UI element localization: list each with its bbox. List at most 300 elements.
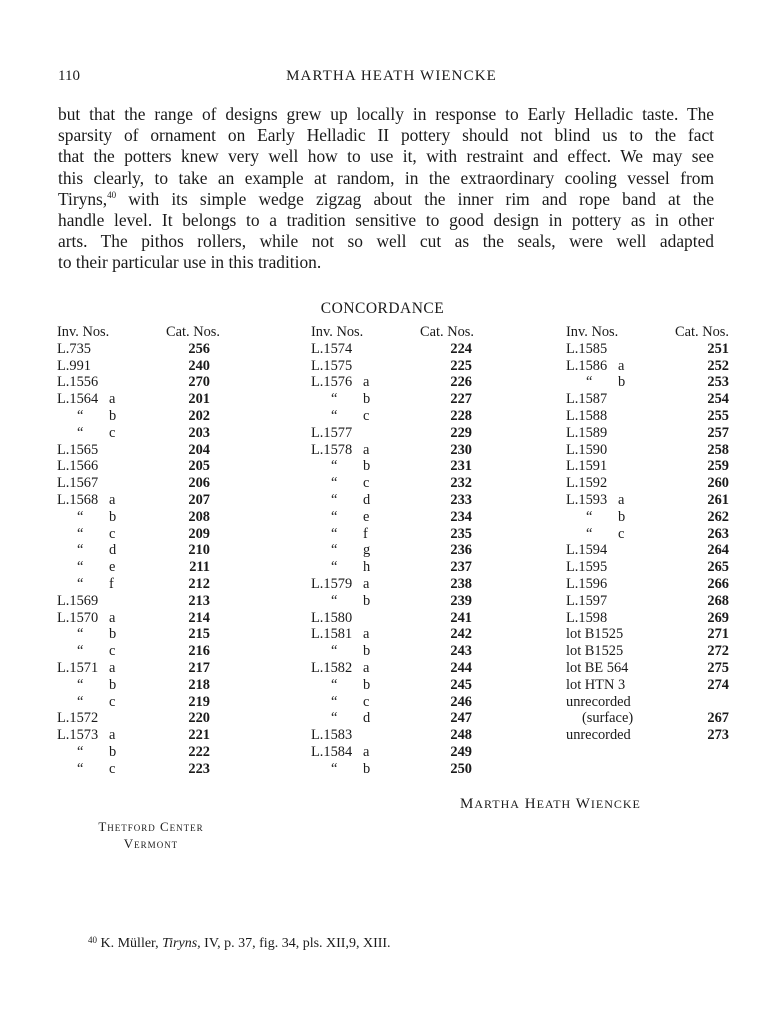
- concordance-row: [57, 358, 220, 375]
- concordance-row: [566, 559, 729, 576]
- inv-sub-letter: c: [363, 693, 370, 710]
- cat-number: 240: [188, 357, 210, 374]
- inv-number: L.1584: [311, 743, 353, 760]
- inv-sub-letter: f: [109, 575, 114, 592]
- ditto-mark: “: [331, 760, 338, 777]
- cat-number: 203: [188, 424, 210, 441]
- inv-sub-letter: d: [109, 542, 117, 559]
- concordance-row: [57, 710, 220, 727]
- inv-sub-letter: b: [109, 676, 117, 693]
- inv-sub-letter: b: [363, 458, 371, 475]
- cat-number: 218: [188, 676, 210, 693]
- inv-number: L.1583: [311, 727, 353, 744]
- concordance-row: [311, 744, 474, 761]
- concordance-row: [57, 660, 220, 677]
- cat-number: 258: [707, 441, 729, 458]
- inv-number: L.1566: [57, 458, 99, 475]
- concordance-row: [311, 727, 474, 744]
- concordance-row: [57, 526, 220, 543]
- inv-number: L.1556: [57, 374, 99, 391]
- cat-number: 234: [450, 508, 472, 525]
- inv-sub-letter: e: [363, 508, 370, 525]
- cat-number: 224: [450, 340, 472, 357]
- inv-number: (surface): [582, 710, 634, 727]
- ditto-mark: “: [77, 760, 84, 777]
- inv-number: L.1567: [57, 475, 99, 492]
- concordance-row: [57, 744, 220, 761]
- concordance-row: [566, 475, 729, 492]
- cat-number: 233: [450, 491, 472, 508]
- inv-sub-letter: c: [109, 693, 116, 710]
- concordance-row: [311, 492, 474, 509]
- concordance-row: [311, 475, 474, 492]
- cat-number: 272: [707, 643, 729, 660]
- inv-number: L.735: [57, 340, 91, 357]
- cat-number: 244: [450, 659, 472, 676]
- inv-number: L.1592: [566, 475, 608, 492]
- ditto-mark: “: [331, 525, 338, 542]
- cat-number: 269: [707, 609, 729, 626]
- inv-number: lot HTN 3: [566, 676, 626, 693]
- cat-number: 209: [188, 525, 210, 542]
- ditto-mark: “: [77, 643, 84, 660]
- cat-number: 201: [188, 391, 210, 408]
- cat-number: 254: [707, 391, 729, 408]
- concordance-row: [311, 425, 474, 442]
- inv-number: L.1597: [566, 592, 608, 609]
- cat-number: 222: [188, 743, 210, 760]
- inv-sub-letter: b: [363, 643, 371, 660]
- concordance-row: [311, 660, 474, 677]
- ditto-mark: “: [586, 525, 593, 542]
- ditto-mark: “: [331, 491, 338, 508]
- concordance-row: [57, 727, 220, 744]
- cat-number: 205: [188, 458, 210, 475]
- cat-number: 249: [450, 743, 472, 760]
- inv-number: L.1575: [311, 357, 353, 374]
- inv-sub-letter: b: [363, 391, 371, 408]
- inv-sub-letter: a: [109, 391, 116, 408]
- cat-number: 206: [188, 475, 210, 492]
- inv-number: L.1574: [311, 340, 353, 357]
- cat-number: 223: [188, 760, 210, 777]
- cat-number: 253: [707, 374, 729, 391]
- concordance-row: [311, 761, 474, 778]
- paragraph-line: this clearly, to take an example at random, in the extraordinary cooling vessel from: [58, 167, 714, 188]
- cat-number: 251: [707, 340, 729, 357]
- concordance-row: [566, 425, 729, 442]
- ditto-mark: “: [77, 424, 84, 441]
- concordance-row: [566, 727, 729, 744]
- inv-sub-letter: a: [109, 659, 116, 676]
- concordance-row: [57, 761, 220, 778]
- inv-sub-letter: c: [109, 525, 116, 542]
- cat-number: 229: [450, 424, 472, 441]
- cat-number: 202: [188, 407, 210, 424]
- cat-number: 250: [450, 760, 472, 777]
- concordance-row: [311, 626, 474, 643]
- ditto-mark: “: [77, 693, 84, 710]
- inv-sub-letter: a: [363, 743, 370, 760]
- inv-number: L.1569: [57, 592, 99, 609]
- inv-sub-letter: f: [363, 525, 368, 542]
- concordance-row: [57, 374, 220, 391]
- concordance-row: [311, 610, 474, 627]
- concordance-row: [566, 358, 729, 375]
- concordance-header-row: [311, 324, 474, 341]
- footnote-number: 40: [88, 935, 97, 945]
- cat-number: 266: [707, 575, 729, 592]
- cat-number: 208: [188, 508, 210, 525]
- body-paragraph: [58, 104, 714, 274]
- cat-nos-header: Cat. Nos.: [166, 324, 220, 340]
- ditto-mark: “: [331, 592, 338, 609]
- concordance-row: [57, 542, 220, 559]
- cat-number: 263: [707, 525, 729, 542]
- cat-number: 261: [707, 491, 729, 508]
- paragraph-line: but that the range of designs grew up locally in response to Early Helladic taste. The: [58, 104, 714, 124]
- inv-number: L.1586: [566, 357, 608, 374]
- cat-number: 235: [450, 525, 472, 542]
- inv-sub-letter: a: [363, 659, 370, 676]
- ditto-mark: “: [331, 458, 338, 475]
- cat-number: 257: [707, 424, 729, 441]
- ditto-mark: “: [331, 693, 338, 710]
- concordance-row: [566, 694, 729, 711]
- cat-number: 264: [707, 542, 729, 559]
- inv-number: L.1580: [311, 609, 353, 626]
- inv-sub-letter: c: [363, 407, 370, 424]
- concordance-row: [311, 593, 474, 610]
- inv-sub-letter: b: [363, 676, 371, 693]
- concordance-row: [57, 341, 220, 358]
- concordance-row: [566, 458, 729, 475]
- cat-nos-header: Cat. Nos.: [675, 324, 729, 340]
- footnote-ref: 40: [107, 189, 117, 200]
- inv-sub-letter: a: [109, 609, 116, 626]
- cat-number: 255: [707, 407, 729, 424]
- inv-sub-letter: a: [363, 575, 370, 592]
- cat-number: 217: [188, 659, 210, 676]
- inv-sub-letter: b: [109, 626, 117, 643]
- concordance-row: [57, 509, 220, 526]
- concordance-column-3: [566, 324, 729, 744]
- ditto-mark: “: [77, 575, 84, 592]
- cat-number: 248: [450, 727, 472, 744]
- ditto-mark: “: [331, 475, 338, 492]
- inv-number: L.1594: [566, 542, 608, 559]
- inv-number: L.1576: [311, 374, 353, 391]
- inv-sub-letter: a: [109, 491, 116, 508]
- concordance-row: [566, 542, 729, 559]
- concordance-row: [566, 408, 729, 425]
- paragraph-line: to their particular use in this tradition.: [58, 252, 322, 273]
- concordance-row: [311, 408, 474, 425]
- inv-number: L.1571: [57, 659, 99, 676]
- cat-number: 227: [450, 391, 472, 408]
- inv-number: unrecorded: [566, 727, 631, 744]
- concordance-row: [566, 526, 729, 543]
- inv-sub-letter: d: [363, 491, 371, 508]
- inv-number: L.1581: [311, 626, 353, 643]
- inv-number: L.1579: [311, 575, 353, 592]
- cat-number: 252: [707, 357, 729, 374]
- inv-number: L.1577: [311, 424, 353, 441]
- cat-number: 259: [707, 458, 729, 475]
- cat-number: 211: [189, 559, 210, 576]
- inv-sub-letter: b: [618, 508, 626, 525]
- concordance-row: [57, 626, 220, 643]
- concordance-row: [311, 374, 474, 391]
- concordance-title: CONCORDANCE: [320, 300, 445, 317]
- inv-sub-letter: b: [109, 743, 117, 760]
- footnote: $^{40}$ K. Müller, Tiryns, IV, p. 37, fig. 34, pls. XII,9, XIII.: [88, 935, 391, 951]
- cat-number: 213: [188, 592, 210, 609]
- ditto-mark: “: [331, 676, 338, 693]
- concordance-header-row: [57, 324, 220, 341]
- concordance-row: [57, 408, 220, 425]
- concordance-row: [311, 710, 474, 727]
- concordance-row: [57, 492, 220, 509]
- concordance-row: [57, 442, 220, 459]
- cat-number: 238: [450, 575, 472, 592]
- ditto-mark: “: [77, 559, 84, 576]
- ditto-mark: “: [331, 508, 338, 525]
- cat-number: 236: [450, 542, 472, 559]
- concordance-row: [311, 559, 474, 576]
- cat-number: 237: [450, 559, 472, 576]
- author-signature: MARTHA HEATH WIENCKE: [460, 796, 641, 812]
- ditto-mark: “: [331, 559, 338, 576]
- concordance-row: [566, 610, 729, 627]
- cat-number: 210: [188, 542, 210, 559]
- cat-number: 220: [188, 710, 210, 727]
- cat-number: 256: [188, 340, 210, 357]
- cat-number: 243: [450, 643, 472, 660]
- concordance-row: [566, 677, 729, 694]
- cat-number: 274: [707, 676, 729, 693]
- inv-sub-letter: a: [363, 626, 370, 643]
- inv-number: L.1593: [566, 491, 608, 508]
- inv-sub-letter: c: [109, 424, 116, 441]
- inv-number: L.1589: [566, 424, 608, 441]
- cat-number: 273: [707, 727, 729, 744]
- inv-sub-letter: c: [109, 760, 116, 777]
- concordance-row: [566, 442, 729, 459]
- paragraph-line: arts. The pithos rollers, while not so well cut as the seals, were well adapted: [58, 231, 714, 252]
- inv-number: L.1578: [311, 441, 353, 458]
- cat-number: 265: [707, 559, 729, 576]
- concordance-row: [57, 559, 220, 576]
- cat-number: 214: [188, 609, 210, 626]
- cat-number: 271: [707, 626, 729, 643]
- concordance-row: [311, 341, 474, 358]
- cat-number: 221: [188, 727, 210, 744]
- inv-number: L.1596: [566, 575, 608, 592]
- inv-nos-header: Inv. Nos.: [566, 324, 619, 340]
- inv-number: L.1587: [566, 391, 608, 408]
- inv-sub-letter: a: [363, 374, 370, 391]
- inv-number: L.1565: [57, 441, 99, 458]
- concordance-row: [311, 526, 474, 543]
- paragraph-line: that the potters knew very well how to use it, with restraint and effect. We may see: [58, 146, 714, 167]
- cat-number: 225: [450, 357, 472, 374]
- location-line-2: Vermont: [123, 836, 179, 851]
- ditto-mark: “: [77, 676, 84, 693]
- cat-number: 267: [707, 710, 729, 727]
- inv-sub-letter: c: [618, 525, 625, 542]
- inv-number: L.1572: [57, 710, 99, 727]
- concordance-row: [57, 475, 220, 492]
- ditto-mark: “: [77, 525, 84, 542]
- ditto-mark: “: [77, 743, 84, 760]
- cat-number: 260: [707, 475, 729, 492]
- cat-number: 262: [707, 508, 729, 525]
- concordance-column-1: [57, 324, 220, 778]
- concordance-row: [566, 391, 729, 408]
- inv-number: L.1590: [566, 441, 608, 458]
- author-location: [86, 818, 216, 852]
- running-head: MARTHA HEATH WIENCKE: [286, 68, 497, 84]
- cat-number: 219: [188, 693, 210, 710]
- concordance-row: [57, 677, 220, 694]
- cat-number: 230: [450, 441, 472, 458]
- concordance-row: [566, 660, 729, 677]
- inv-number: L.1582: [311, 659, 353, 676]
- ditto-mark: “: [331, 542, 338, 559]
- inv-sub-letter: b: [618, 374, 626, 391]
- concordance-row: [311, 509, 474, 526]
- concordance-row: [311, 458, 474, 475]
- concordance-header-row: [566, 324, 729, 341]
- ditto-mark: “: [586, 374, 593, 391]
- cat-number: 245: [450, 676, 472, 693]
- concordance-row: [566, 626, 729, 643]
- footnote-title: Tiryns,: [162, 936, 201, 951]
- cat-number: 231: [450, 458, 472, 475]
- cat-number: 246: [450, 693, 472, 710]
- concordance-row: [311, 542, 474, 559]
- inv-sub-letter: b: [109, 508, 117, 525]
- cat-number: 268: [707, 592, 729, 609]
- paragraph-line-rest: with its simple wedge zigzag about the inner rim and rope band at the: [128, 188, 714, 209]
- inv-sub-letter: c: [363, 475, 370, 492]
- concordance-row: [311, 677, 474, 694]
- cat-number: 212: [188, 575, 210, 592]
- inv-number: L.1595: [566, 559, 608, 576]
- inv-number: L.1588: [566, 407, 608, 424]
- cat-number: 215: [188, 626, 210, 643]
- concordance-row: [57, 576, 220, 593]
- concordance-column-2: [311, 324, 474, 778]
- cat-number: 270: [188, 374, 210, 391]
- ditto-mark: “: [77, 542, 84, 559]
- inv-number: lot B1525: [566, 626, 624, 643]
- concordance-row: [566, 509, 729, 526]
- concordance-row: [566, 710, 729, 727]
- inv-sub-letter: e: [109, 559, 116, 576]
- concordance-row: [311, 442, 474, 459]
- ditto-mark: “: [331, 391, 338, 408]
- page-number: 110: [58, 68, 80, 84]
- concordance-row: [311, 391, 474, 408]
- cat-number: 242: [450, 626, 472, 643]
- inv-nos-header: Inv. Nos.: [311, 324, 364, 340]
- ditto-mark: “: [77, 407, 84, 424]
- inv-number: unrecorded: [566, 693, 631, 710]
- ditto-mark: “: [77, 626, 84, 643]
- concordance-row: [57, 425, 220, 442]
- concordance-row: [566, 576, 729, 593]
- inv-sub-letter: h: [363, 559, 371, 576]
- inv-sub-letter: a: [109, 727, 116, 744]
- concordance-row: [566, 341, 729, 358]
- concordance-row: [566, 643, 729, 660]
- cat-number: 207: [188, 491, 210, 508]
- inv-number: L.1585: [566, 340, 608, 357]
- inv-sub-letter: b: [109, 407, 117, 424]
- ditto-mark: “: [77, 508, 84, 525]
- inv-sub-letter: a: [618, 357, 625, 374]
- inv-sub-letter: b: [363, 760, 371, 777]
- inv-number: L.1570: [57, 609, 99, 626]
- concordance-row: [57, 391, 220, 408]
- ditto-mark: “: [331, 643, 338, 660]
- paragraph-line-tiryns: [58, 189, 714, 210]
- cat-number: 204: [188, 441, 210, 458]
- concordance-row: [311, 358, 474, 375]
- paragraph-line: sparsity of ornament on Early Helladic II pottery should not blind us to the fact: [58, 125, 714, 146]
- inv-number: lot B1525: [566, 643, 624, 660]
- inv-sub-letter: a: [363, 441, 370, 458]
- concordance-row: [566, 492, 729, 509]
- inv-sub-letter: a: [618, 491, 625, 508]
- concordance-row: [311, 576, 474, 593]
- inv-number: L.991: [57, 357, 91, 374]
- cat-nos-header: Cat. Nos.: [420, 324, 474, 340]
- inv-number: lot BE 564: [566, 659, 629, 676]
- inv-number: L.1564: [57, 391, 99, 408]
- inv-sub-letter: d: [363, 710, 371, 727]
- inv-sub-letter: g: [363, 542, 371, 559]
- inv-nos-header: Inv. Nos.: [57, 324, 110, 340]
- cat-number: 275: [707, 659, 729, 676]
- inv-number: L.1598: [566, 609, 608, 626]
- cat-number: 232: [450, 475, 472, 492]
- location-line-1: Thetford Center: [98, 819, 204, 834]
- paragraph-line: handle level. It belongs to a tradition sensitive to good design in pottery as in other: [58, 209, 714, 230]
- concordance-row: [311, 694, 474, 711]
- cat-number: 216: [188, 643, 210, 660]
- concordance-row: [57, 593, 220, 610]
- concordance-row: [566, 374, 729, 391]
- cat-number: 228: [450, 407, 472, 424]
- inv-number: L.1568: [57, 491, 99, 508]
- inv-number: L.1573: [57, 727, 99, 744]
- cat-number: 247: [450, 710, 472, 727]
- ditto-mark: “: [331, 407, 338, 424]
- ditto-mark: “: [586, 508, 593, 525]
- ditto-mark: “: [331, 710, 338, 727]
- concordance-row: [311, 643, 474, 660]
- tiryns-word: Tiryns,: [58, 188, 108, 209]
- concordance-row: [57, 610, 220, 627]
- inv-sub-letter: b: [363, 592, 371, 609]
- concordance-row: [57, 458, 220, 475]
- cat-number: 226: [450, 374, 472, 391]
- cat-number: 241: [450, 609, 472, 626]
- concordance-row: [57, 694, 220, 711]
